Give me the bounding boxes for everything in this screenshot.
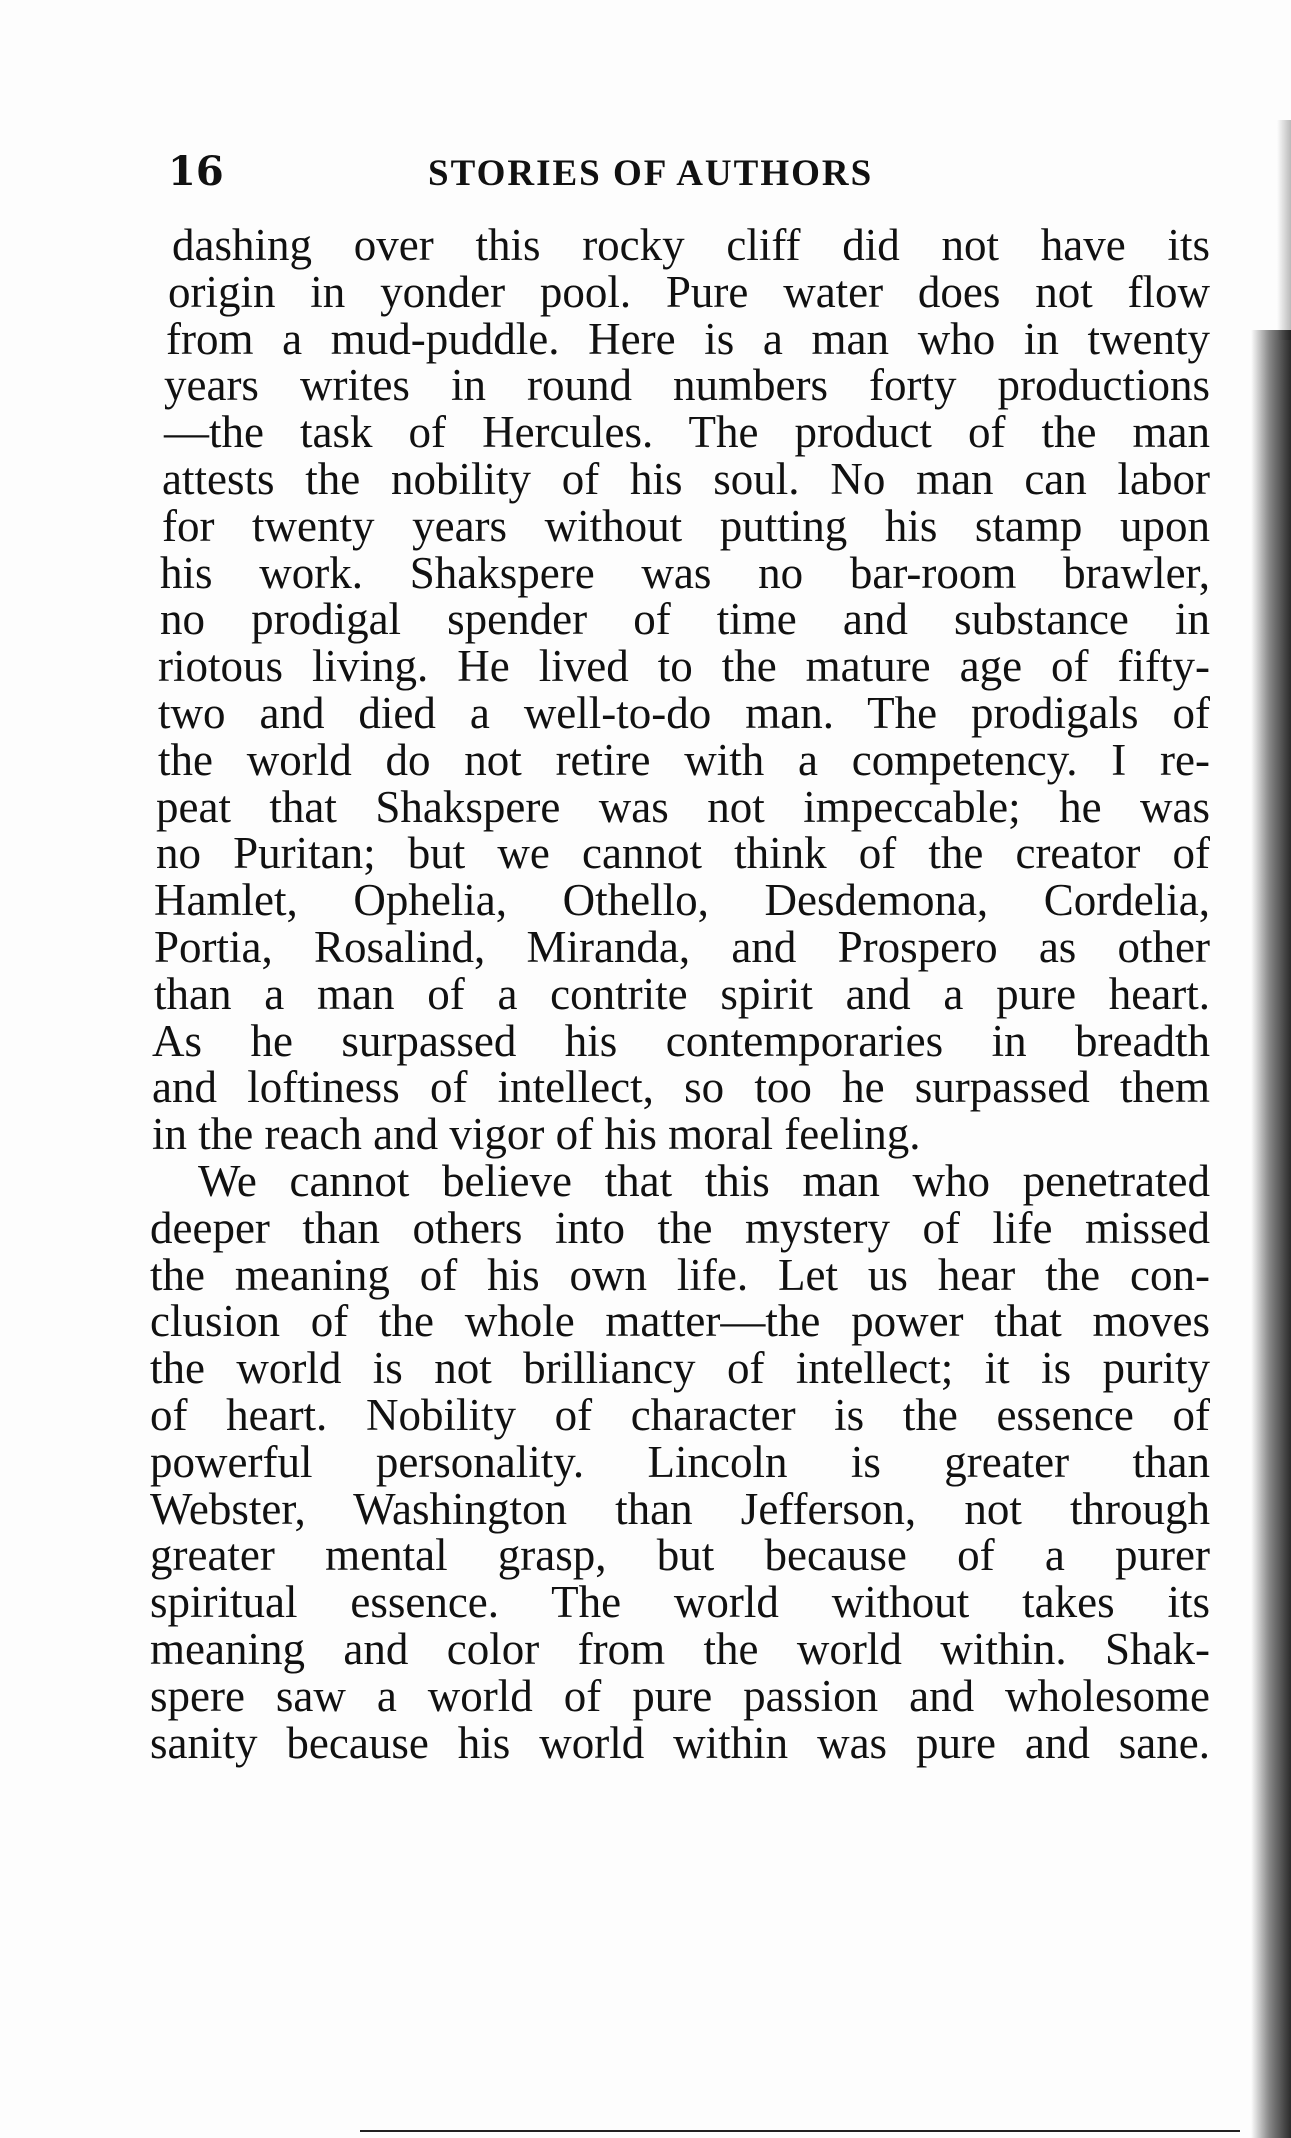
text-line: for twenty years without putting his stamp upon <box>162 500 1210 551</box>
text-line: meaning and color from the world within. Shak- <box>150 1623 1210 1674</box>
text-line: spere saw a world of pure passion and wholesome <box>150 1670 1210 1721</box>
text-line: attests the nobility of his soul. No man can labor <box>162 453 1210 504</box>
text-line: from a mud-puddle. Here is a man who in twenty <box>166 313 1210 364</box>
text-line: no Puritan; but we cannot think of the creator of <box>156 828 1210 879</box>
text-line: powerful personality. Lincoln is greater than <box>150 1436 1210 1487</box>
text-line: sanity because his world within was pure and sane. <box>150 1717 1210 1768</box>
text-line: and loftiness of intellect, so too he surpassed them <box>152 1062 1210 1113</box>
text-line: than a man of a contrite spirit and a pure heart. <box>154 968 1210 1019</box>
text-line: —the task of Hercules. The product of the man <box>164 407 1210 458</box>
text-line: his work. Shakspere was no bar-room brawler, <box>160 547 1210 598</box>
text-line: the world is not brilliancy of intellect; it is purity <box>150 1343 1210 1394</box>
text-line: Webster, Washington than Jefferson, not through <box>150 1483 1210 1534</box>
text-line: of heart. Nobility of character is the essence of <box>150 1389 1210 1440</box>
page-number: 16 <box>168 148 224 195</box>
text-line: riotous living. He lived to the mature age of fifty- <box>158 641 1210 692</box>
body-text <box>150 222 1210 1766</box>
text-line: two and died a well-to-do man. The prodigals of <box>158 687 1210 738</box>
text-line: the world do not retire with a competency. I re- <box>158 734 1210 785</box>
text-line: peat that Shakspere was not impeccable; he was <box>156 781 1210 832</box>
running-title: STORIES OF AUTHORS <box>428 153 874 194</box>
text-line: clusion of the whole matter—the power that moves <box>150 1296 1210 1347</box>
text-line: spiritual essence. The world without takes its <box>150 1577 1210 1628</box>
text-line: We cannot believe that this man who penetrated <box>198 1155 1210 1206</box>
text-line: deeper than others into the mystery of life missed <box>150 1202 1210 1253</box>
text-line: origin in yonder pool. Pure water does not flow <box>168 266 1210 317</box>
text-line: Hamlet, Ophelia, Othello, Desdemona, Cordelia, <box>154 875 1210 926</box>
page-header <box>168 148 1208 198</box>
page-edge-shadow-top <box>1277 120 1291 340</box>
text-line: years writes in round numbers forty productions <box>164 360 1210 411</box>
text-line: no prodigal spender of time and substance in <box>160 594 1210 645</box>
text-line: in the reach and vigor of his moral feeling. <box>152 1109 921 1160</box>
page-bottom-rule <box>360 2130 1240 2132</box>
page-edge-shadow <box>1251 330 1291 2138</box>
text-line: Portia, Rosalind, Miranda, and Prospero as other <box>154 921 1210 972</box>
text-line: greater mental grasp, but because of a purer <box>150 1530 1210 1581</box>
text-line: dashing over this rocky cliff did not have its <box>172 220 1210 270</box>
text-line: the meaning of his own life. Let us hear the con- <box>150 1249 1210 1300</box>
text-line: As he surpassed his contemporaries in breadth <box>152 1015 1210 1066</box>
